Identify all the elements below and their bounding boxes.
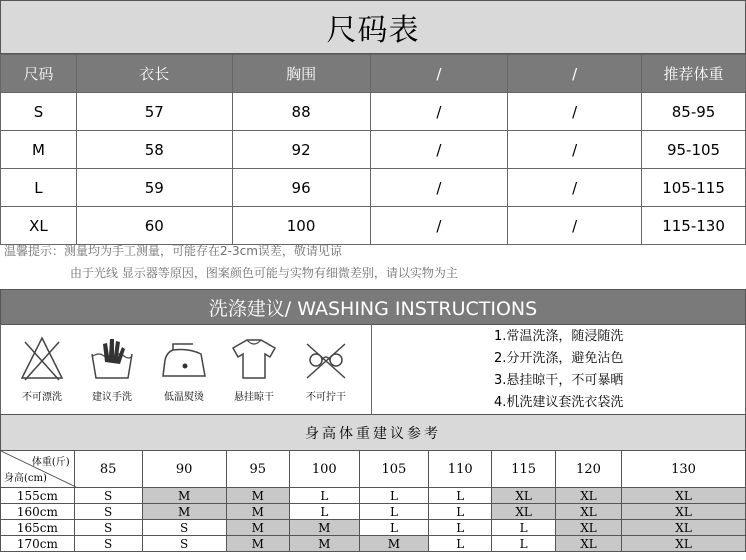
weight-header: 120 (555, 451, 621, 488)
table-cell: 92 (232, 131, 370, 169)
height-cell: 160cm (1, 504, 75, 520)
table-row (1, 169, 746, 207)
care-line: 1.常温洗涤，随浸随洗 (494, 329, 624, 344)
table-cell: XL (1, 207, 77, 245)
table-cell: / (508, 131, 642, 169)
reference-header-row (1, 451, 746, 488)
care-icon-item (81, 332, 143, 412)
size-cell: S (74, 504, 142, 520)
care-icons (1, 324, 372, 414)
care-instructions (494, 326, 623, 414)
weight-header: 90 (142, 451, 226, 488)
size-cell: L (289, 504, 359, 520)
size-cell: M (142, 488, 226, 504)
weight-header: 115 (492, 451, 555, 488)
weight-header: 85 (74, 451, 142, 488)
table-cell: 85-95 (642, 93, 746, 131)
care-icon-label: 建议手洗 (92, 392, 132, 403)
size-cell: XL (555, 536, 621, 552)
washing-title: 洗涤建议/ WASHING INSTRUCTIONS (0, 289, 746, 325)
notice-block (0, 236, 746, 288)
size-cell: M (226, 488, 289, 504)
care-icon-label: 悬挂晾干 (234, 392, 274, 403)
size-cell: L (289, 488, 359, 504)
care-icon-label: 低温熨烫 (164, 392, 204, 403)
weight-label: 体重(斤) (31, 457, 70, 468)
no-bleach-icon (17, 332, 67, 384)
height-cell: 170cm (1, 536, 75, 552)
hand-wash-icon (87, 332, 137, 384)
size-cell: XL (555, 488, 621, 504)
size-table-header (1, 55, 746, 93)
table-cell: L (1, 169, 77, 207)
size-cell: M (226, 520, 289, 536)
table-cell: / (370, 131, 508, 169)
height-cell: 155cm (1, 488, 75, 504)
size-cell: XL (492, 504, 555, 520)
header-cell: 尺码 (1, 55, 77, 93)
table-cell: 58 (76, 131, 232, 169)
size-cell: M (226, 504, 289, 520)
weight-header: 95 (226, 451, 289, 488)
table-row (1, 488, 746, 504)
size-cell: XL (622, 488, 746, 504)
table-row (1, 131, 746, 169)
size-cell: XL (622, 520, 746, 536)
table-cell: 59 (76, 169, 232, 207)
size-table (0, 54, 746, 245)
weight-header: 110 (429, 451, 492, 488)
weight-header: 105 (359, 451, 428, 488)
weight-header: 100 (289, 451, 359, 488)
size-cell: M (359, 536, 428, 552)
table-row (1, 536, 746, 552)
weight-header: 130 (622, 451, 746, 488)
table-cell: 57 (76, 93, 232, 131)
height-label: 身高(cm) (4, 473, 47, 484)
size-cell: L (359, 504, 428, 520)
height-weight-table (0, 450, 746, 552)
size-cell: S (74, 536, 142, 552)
care-icon-item (153, 332, 215, 412)
table-cell: 100 (232, 207, 370, 245)
table-cell: 60 (76, 207, 232, 245)
care-icon-label: 不可拧干 (306, 392, 346, 403)
size-cell: L (359, 520, 428, 536)
header-cell: 推荐体重 (642, 55, 746, 93)
size-cell: M (226, 536, 289, 552)
care-icon-item (11, 332, 73, 412)
size-cell: S (142, 536, 226, 552)
table-cell: / (370, 207, 508, 245)
table-row (1, 520, 746, 536)
size-cell: XL (555, 520, 621, 536)
table-cell: / (508, 93, 642, 131)
table-row (1, 93, 746, 131)
size-cell: S (142, 520, 226, 536)
page-title: 尺码表 (0, 0, 746, 54)
header-cell: / (508, 55, 642, 93)
table-row (1, 504, 746, 520)
diagonal-header-cell (1, 451, 75, 488)
header-cell: 胸围 (232, 55, 370, 93)
size-cell: M (289, 520, 359, 536)
size-cell: XL (622, 504, 746, 520)
size-cell: S (74, 520, 142, 536)
size-cell: L (492, 520, 555, 536)
table-cell: 105-115 (642, 169, 746, 207)
size-cell: M (142, 504, 226, 520)
table-cell: 88 (232, 93, 370, 131)
header-cell: / (370, 55, 508, 93)
care-icon-item (223, 332, 285, 412)
size-cell: XL (492, 488, 555, 504)
size-cell: L (429, 520, 492, 536)
care-line: 2.分开洗涤，避免沾色 (494, 351, 624, 366)
hang-dry-icon (229, 332, 279, 384)
table-cell: S (1, 93, 77, 131)
table-cell: M (1, 131, 77, 169)
table-cell: / (508, 207, 642, 245)
size-cell: XL (555, 504, 621, 520)
table-cell: / (370, 169, 508, 207)
no-wring-icon (301, 332, 351, 384)
table-cell: / (508, 169, 642, 207)
care-icon-label: 不可漂洗 (22, 392, 62, 403)
table-cell: 115-130 (642, 207, 746, 245)
low-temp-iron-icon (159, 332, 209, 384)
header-cell: 衣长 (76, 55, 232, 93)
size-cell: XL (622, 536, 746, 552)
size-cell: L (429, 536, 492, 552)
care-line: 4.机洗建议套洗衣袋洗 (494, 395, 624, 410)
care-line: 3.悬挂晾干，不可暴晒 (494, 373, 624, 388)
notice-line: 由于光线 显示器等原因，图案颜色可能与实物有细微差别，请以实物为主 (70, 266, 458, 280)
table-cell: 96 (232, 169, 370, 207)
reference-title: 身高体重建议参考 (0, 414, 746, 451)
notice-line: 温馨提示：测量均为手工测量，可能存在2-3cm误差，敬请见谅 (4, 244, 342, 258)
care-icon-item (295, 332, 357, 412)
size-cell: L (359, 488, 428, 504)
size-cell: S (74, 488, 142, 504)
size-cell: L (429, 504, 492, 520)
size-cell: M (289, 536, 359, 552)
table-cell: 95-105 (642, 131, 746, 169)
height-cell: 165cm (1, 520, 75, 536)
size-cell: L (492, 536, 555, 552)
size-cell: L (429, 488, 492, 504)
washing-section (0, 324, 746, 415)
table-cell: / (370, 93, 508, 131)
